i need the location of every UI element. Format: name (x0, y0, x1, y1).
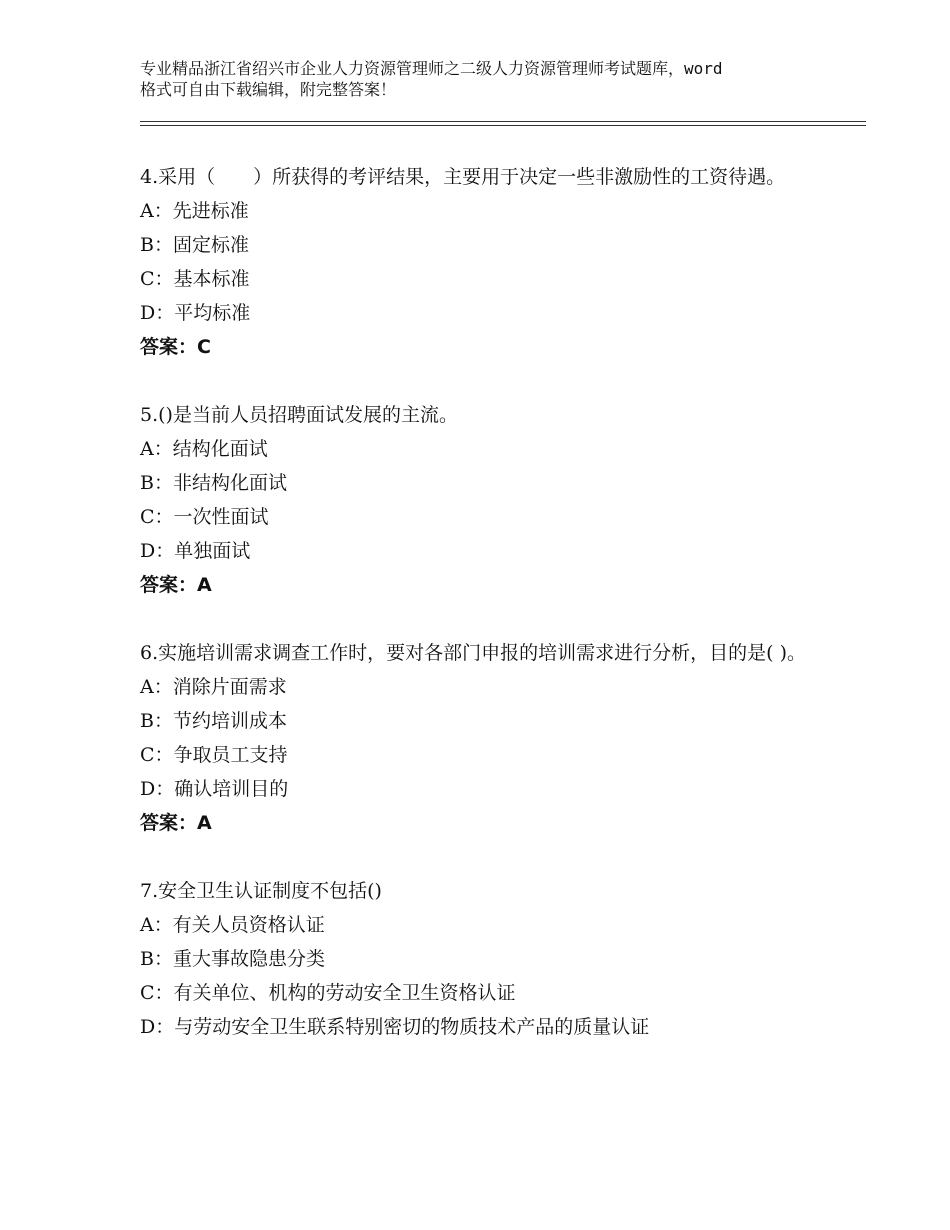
header-line-2: 格式可自由下载编辑，附完整答案！ (140, 80, 397, 99)
answer: 答案：A (140, 574, 212, 596)
answer: 答案：C (140, 336, 211, 358)
option-b: B：固定标准 (140, 234, 249, 256)
question-list (140, 160, 840, 1078)
question-6 (140, 636, 840, 840)
answer: 答案：A (140, 812, 212, 834)
header-rule-top (140, 121, 866, 122)
option-c: C：一次性面试 (140, 506, 269, 528)
option-b: B：非结构化面试 (140, 472, 287, 494)
option-c: C：有关单位、机构的劳动安全卫生资格认证 (140, 982, 516, 1004)
question-7 (140, 874, 840, 1044)
option-b: B：节约培训成本 (140, 710, 287, 732)
header-rule-bottom (140, 125, 866, 126)
option-a: A：结构化面试 (140, 438, 268, 460)
question-text: 4.采用（ ）所获得的考评结果，主要用于决定一些非激励性的工资待遇。 (140, 166, 786, 188)
question-text: 7.安全卫生认证制度不包括() (140, 880, 382, 902)
question-text: 6.实施培训需求调查工作时，要对各部门申报的培训需求进行分析，目的是( )。 (140, 642, 806, 664)
option-d: D：单独面试 (140, 540, 251, 562)
option-d: D：确认培训目的 (140, 778, 289, 800)
option-d: D：平均标准 (140, 302, 251, 324)
option-d: D：与劳动安全卫生联系特别密切的物质技术产品的质量认证 (140, 1016, 650, 1038)
option-a: A：先进标准 (140, 200, 249, 222)
option-a: A：消除片面需求 (140, 676, 287, 698)
option-b: B：重大事故隐患分类 (140, 948, 325, 970)
document-header (140, 58, 840, 100)
header-line-1: 专业精品浙江省绍兴市企业人力资源管理师之二级人力资源管理师考试题库，word (140, 59, 723, 78)
question-text: 5.()是当前人员招聘面试发展的主流。 (140, 404, 458, 426)
option-c: C：争取员工支持 (140, 744, 288, 766)
option-a: A：有关人员资格认证 (140, 914, 325, 936)
option-c: C：基本标准 (140, 268, 250, 290)
question-4 (140, 160, 840, 364)
question-5 (140, 398, 840, 602)
